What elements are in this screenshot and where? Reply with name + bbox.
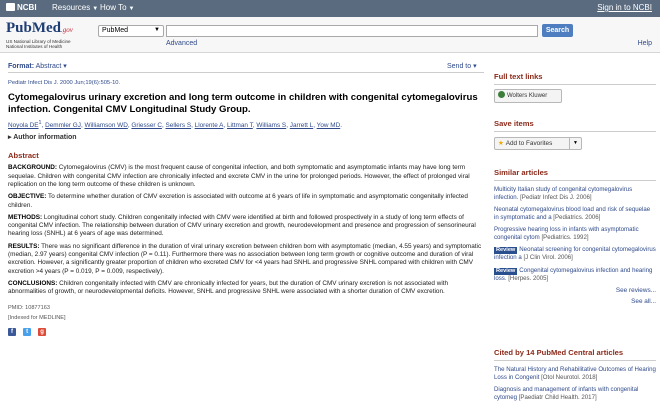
section-text: There was no significant difference in the duration of viral urinary excretion between children born with asymptomatic (median, 4.55 years) and symptomatic (median, 2.97 years) congenital CMV infection (P = 0.11). Furthermore there was no association between long term growth or cognitive outcome and duration of viral excretion. However, a significantly greater proportion of children who excreted CMV for <4 years had SNHL and progressive SNHL compared with children with CMV excretion >4 years (P = 0.019, P = 0.009, respectively).	[8, 242, 482, 275]
similar-article-title: Multicity Italian study of congenital cytomegalovirus infection.	[494, 186, 633, 201]
author-link[interactable]: Yow MD	[316, 122, 341, 130]
see-reviews-link[interactable]: See reviews...	[615, 287, 656, 294]
author-link[interactable]: Griesser C	[131, 122, 162, 130]
section-label: RESULTS:	[8, 242, 40, 250]
author-link[interactable]: Llorente A	[194, 122, 224, 130]
favorites-control	[494, 137, 656, 150]
divider	[494, 84, 656, 85]
similar-article-item[interactable]	[494, 226, 656, 241]
author-link[interactable]: Demmler GJ	[45, 122, 81, 130]
chevron-down-icon: ▾	[473, 63, 477, 70]
wolters-kluwer-logo-icon	[498, 91, 505, 98]
send-to-menu[interactable]	[447, 62, 477, 70]
see-all-link[interactable]: See all...	[631, 298, 656, 305]
article-title: Cytomegalovirus urinary excretion and long term outcome in children with congenital cytomegalovirus infection. Congenital CMV Longitudinal Study Group.	[8, 92, 478, 115]
facebook-icon[interactable]: f	[8, 328, 16, 336]
author-information-label: Author information	[13, 134, 77, 142]
similar-article-item[interactable]	[494, 267, 656, 283]
nlm-line-2: National Institutes of Health	[6, 44, 63, 50]
section-label: CONCLUSIONS:	[8, 279, 58, 287]
chevron-down-icon: ▼	[92, 6, 99, 12]
add-to-favorites-button[interactable]	[494, 137, 570, 150]
nlm-caption	[6, 39, 71, 49]
divider	[494, 131, 656, 132]
ncbi-top-bar	[0, 0, 660, 17]
cited-article-title: The Natural History and Rehabilitative Outcomes of Hearing Loss in Congenit	[494, 366, 656, 381]
similar-article-title: Congenital cytomegalovirus infection and hearing loss.	[494, 266, 653, 282]
format-label: Format:	[8, 63, 35, 70]
author-link[interactable]: Sellers S	[165, 122, 192, 130]
abstract-conclusions	[8, 280, 482, 297]
author-information-toggle[interactable]	[8, 133, 482, 141]
howto-menu[interactable]	[100, 3, 134, 12]
chevron-down-icon: ▾	[63, 63, 67, 70]
cited-article-meta: [Otol Neurotol. 2018]	[541, 373, 598, 381]
section-text: Cytomegalovirus (CMV) is the most frequent cause of congenital infection, and both symptomatic and asymptomatic infants may have long term sequelae. Children with congenital CMV infection are chronically infected and excrete CMV in the urine for prolonged periods. However, the effect of prolonged viral replication on the long term outcome of these children is unknown.	[8, 164, 470, 188]
favorites-dropdown-button[interactable]	[570, 137, 582, 150]
chevron-down-icon: ▼	[154, 27, 160, 33]
journal-citation	[8, 80, 482, 86]
google-plus-icon[interactable]: g	[38, 328, 46, 336]
save-items-section	[494, 119, 656, 150]
ncbi-logo-icon	[6, 3, 15, 11]
section-text: Children congenitally infected with CMV are chronically infected for years, but the duration of CMV urinary excretion is not associated with abnormalities of growth, or neurodevelopmental deficits. However, SNHL and progressive SNHL were associated with a shorter duration of CMV excretion.	[8, 279, 449, 296]
author-link[interactable]: Williamson WD	[84, 122, 128, 130]
full-text-links-heading: Full text links	[494, 72, 543, 81]
search-input[interactable]	[166, 25, 538, 37]
indexed-for-medline: [Indexed for MEDLINE]	[8, 315, 66, 322]
section-text: Longitudinal cohort study. Children congenitally infected with CMV were identified at birth and followed prospectively in a study of long term effects of congenital CMV infection. The relationship between duration of CMV urinary excretion and growth, neurodevelopment and presence and progression of sensorineural hearing loss (SNHL) at 6 years of age was determined.	[8, 213, 476, 238]
social-share	[8, 326, 482, 334]
star-icon: ★	[498, 140, 504, 147]
abstract-results	[8, 243, 482, 276]
expand-triangle-icon: ▸	[8, 134, 12, 142]
author-link[interactable]: Williams S	[256, 122, 287, 130]
cited-by-heading: Cited by 14 PubMed Central articles	[494, 348, 624, 357]
advanced-search-link[interactable]: Advanced	[166, 40, 198, 47]
author-link[interactable]: Littman T	[227, 122, 253, 130]
ncbi-logo[interactable]	[6, 3, 37, 12]
author-link[interactable]: Jarrett L	[289, 122, 314, 130]
divider	[494, 180, 656, 181]
abstract-methods	[8, 214, 482, 239]
pubmed-logo[interactable]	[6, 20, 73, 37]
database-value: PubMed	[102, 27, 129, 34]
author-list: Noyola $DE^1$, Demmler GJ, Williamson WD, Griesser C, Sellers S, Llorente A, Littman T, Williams S, Jarrett L, Yow MD.	[8, 120, 342, 130]
similar-article-meta: [J Clin Virol. 2006]	[523, 254, 573, 261]
cited-article-item[interactable]	[494, 386, 656, 401]
send-to-label: Send to	[447, 63, 472, 70]
cited-article-item[interactable]	[494, 366, 656, 381]
similar-article-meta: [Pediatrics. 2006]	[553, 213, 601, 221]
divider	[494, 360, 656, 361]
cited-by-section	[494, 348, 656, 401]
chevron-down-icon: ▼	[128, 6, 135, 12]
wolters-kluwer-label: Wolters Kluwer	[507, 93, 548, 99]
format-selector[interactable]	[8, 62, 67, 70]
similar-article-item[interactable]	[494, 206, 656, 221]
twitter-icon[interactable]: t	[23, 328, 31, 336]
cited-article-title: Diagnosis and management of infants with congenital cytomeg	[494, 386, 639, 401]
author-link[interactable]: Noyola DE	[8, 122, 39, 130]
section-label: OBJECTIVE:	[8, 193, 47, 201]
chevron-down-icon: ▼	[573, 140, 578, 146]
similar-articles-heading: Similar articles	[494, 168, 549, 177]
format-value: Abstract	[35, 63, 62, 70]
howto-label: How To	[100, 3, 127, 12]
similar-article-item[interactable]	[494, 246, 656, 262]
search-button[interactable]: Search	[542, 24, 573, 37]
section-label: METHODS:	[8, 213, 43, 221]
abstract-objective	[8, 193, 482, 210]
similar-article-meta: [Herpes. 2005]	[508, 274, 549, 282]
full-text-links-section	[494, 72, 656, 103]
sign-in-link[interactable]: Sign in to NCBI	[597, 3, 652, 12]
resources-label: Resources	[52, 3, 91, 12]
database-select[interactable]	[98, 25, 164, 37]
section-text: To determine whether duration of CMV excretion is associated with outcome at 6 years of life in symptomatic and asymptomatic congenitally infected children.	[8, 193, 468, 209]
abstract-background	[8, 164, 482, 189]
similar-article-meta: [Pediatrics. 1992]	[541, 233, 589, 241]
pubmed-logo-suffix: .gov	[61, 26, 73, 34]
similar-article-title: Neonatal cytomegalovirus blood load and risk of sequelae in symptomatic and a	[494, 206, 651, 221]
resources-menu[interactable]	[52, 3, 98, 12]
pubmed-logo-main: PubMed	[6, 20, 62, 36]
abstract-heading: Abstract	[8, 151, 39, 161]
save-items-heading: Save items	[494, 119, 534, 128]
similar-articles-section	[494, 168, 656, 305]
nlm-line-1: US National Library of Medicine	[6, 39, 71, 44]
section-label: BACKGROUND:	[8, 164, 57, 172]
help-link[interactable]: Help	[637, 40, 652, 47]
similar-article-title: Neonatal screening for congenital cytomegalovirus infection a	[494, 246, 656, 261]
similar-article-item[interactable]	[494, 186, 656, 201]
pubmed-header	[0, 17, 660, 53]
article-main	[8, 80, 482, 334]
similar-article-title: Progressive hearing loss in infants with asymptomatic congenital cytom	[494, 226, 639, 241]
review-badge: Review	[496, 267, 516, 274]
similar-article-meta: [Pediatr Infect Dis J. 2006]	[520, 193, 592, 201]
ncbi-logo-text: NCBI	[17, 3, 37, 12]
wolters-kluwer-link[interactable]	[494, 89, 562, 103]
review-badge: Review	[496, 247, 516, 253]
cited-article-meta: [Paediatr Child Health. 2017]	[518, 393, 597, 401]
pmid: PMID: 10877163	[8, 305, 50, 312]
divider	[8, 72, 484, 73]
citation-link[interactable]: Pediatr Infect Dis J. 2000 Jun;19(6):505-10.	[8, 80, 121, 86]
add-to-favorites-label: Add to Favorites	[505, 140, 553, 147]
